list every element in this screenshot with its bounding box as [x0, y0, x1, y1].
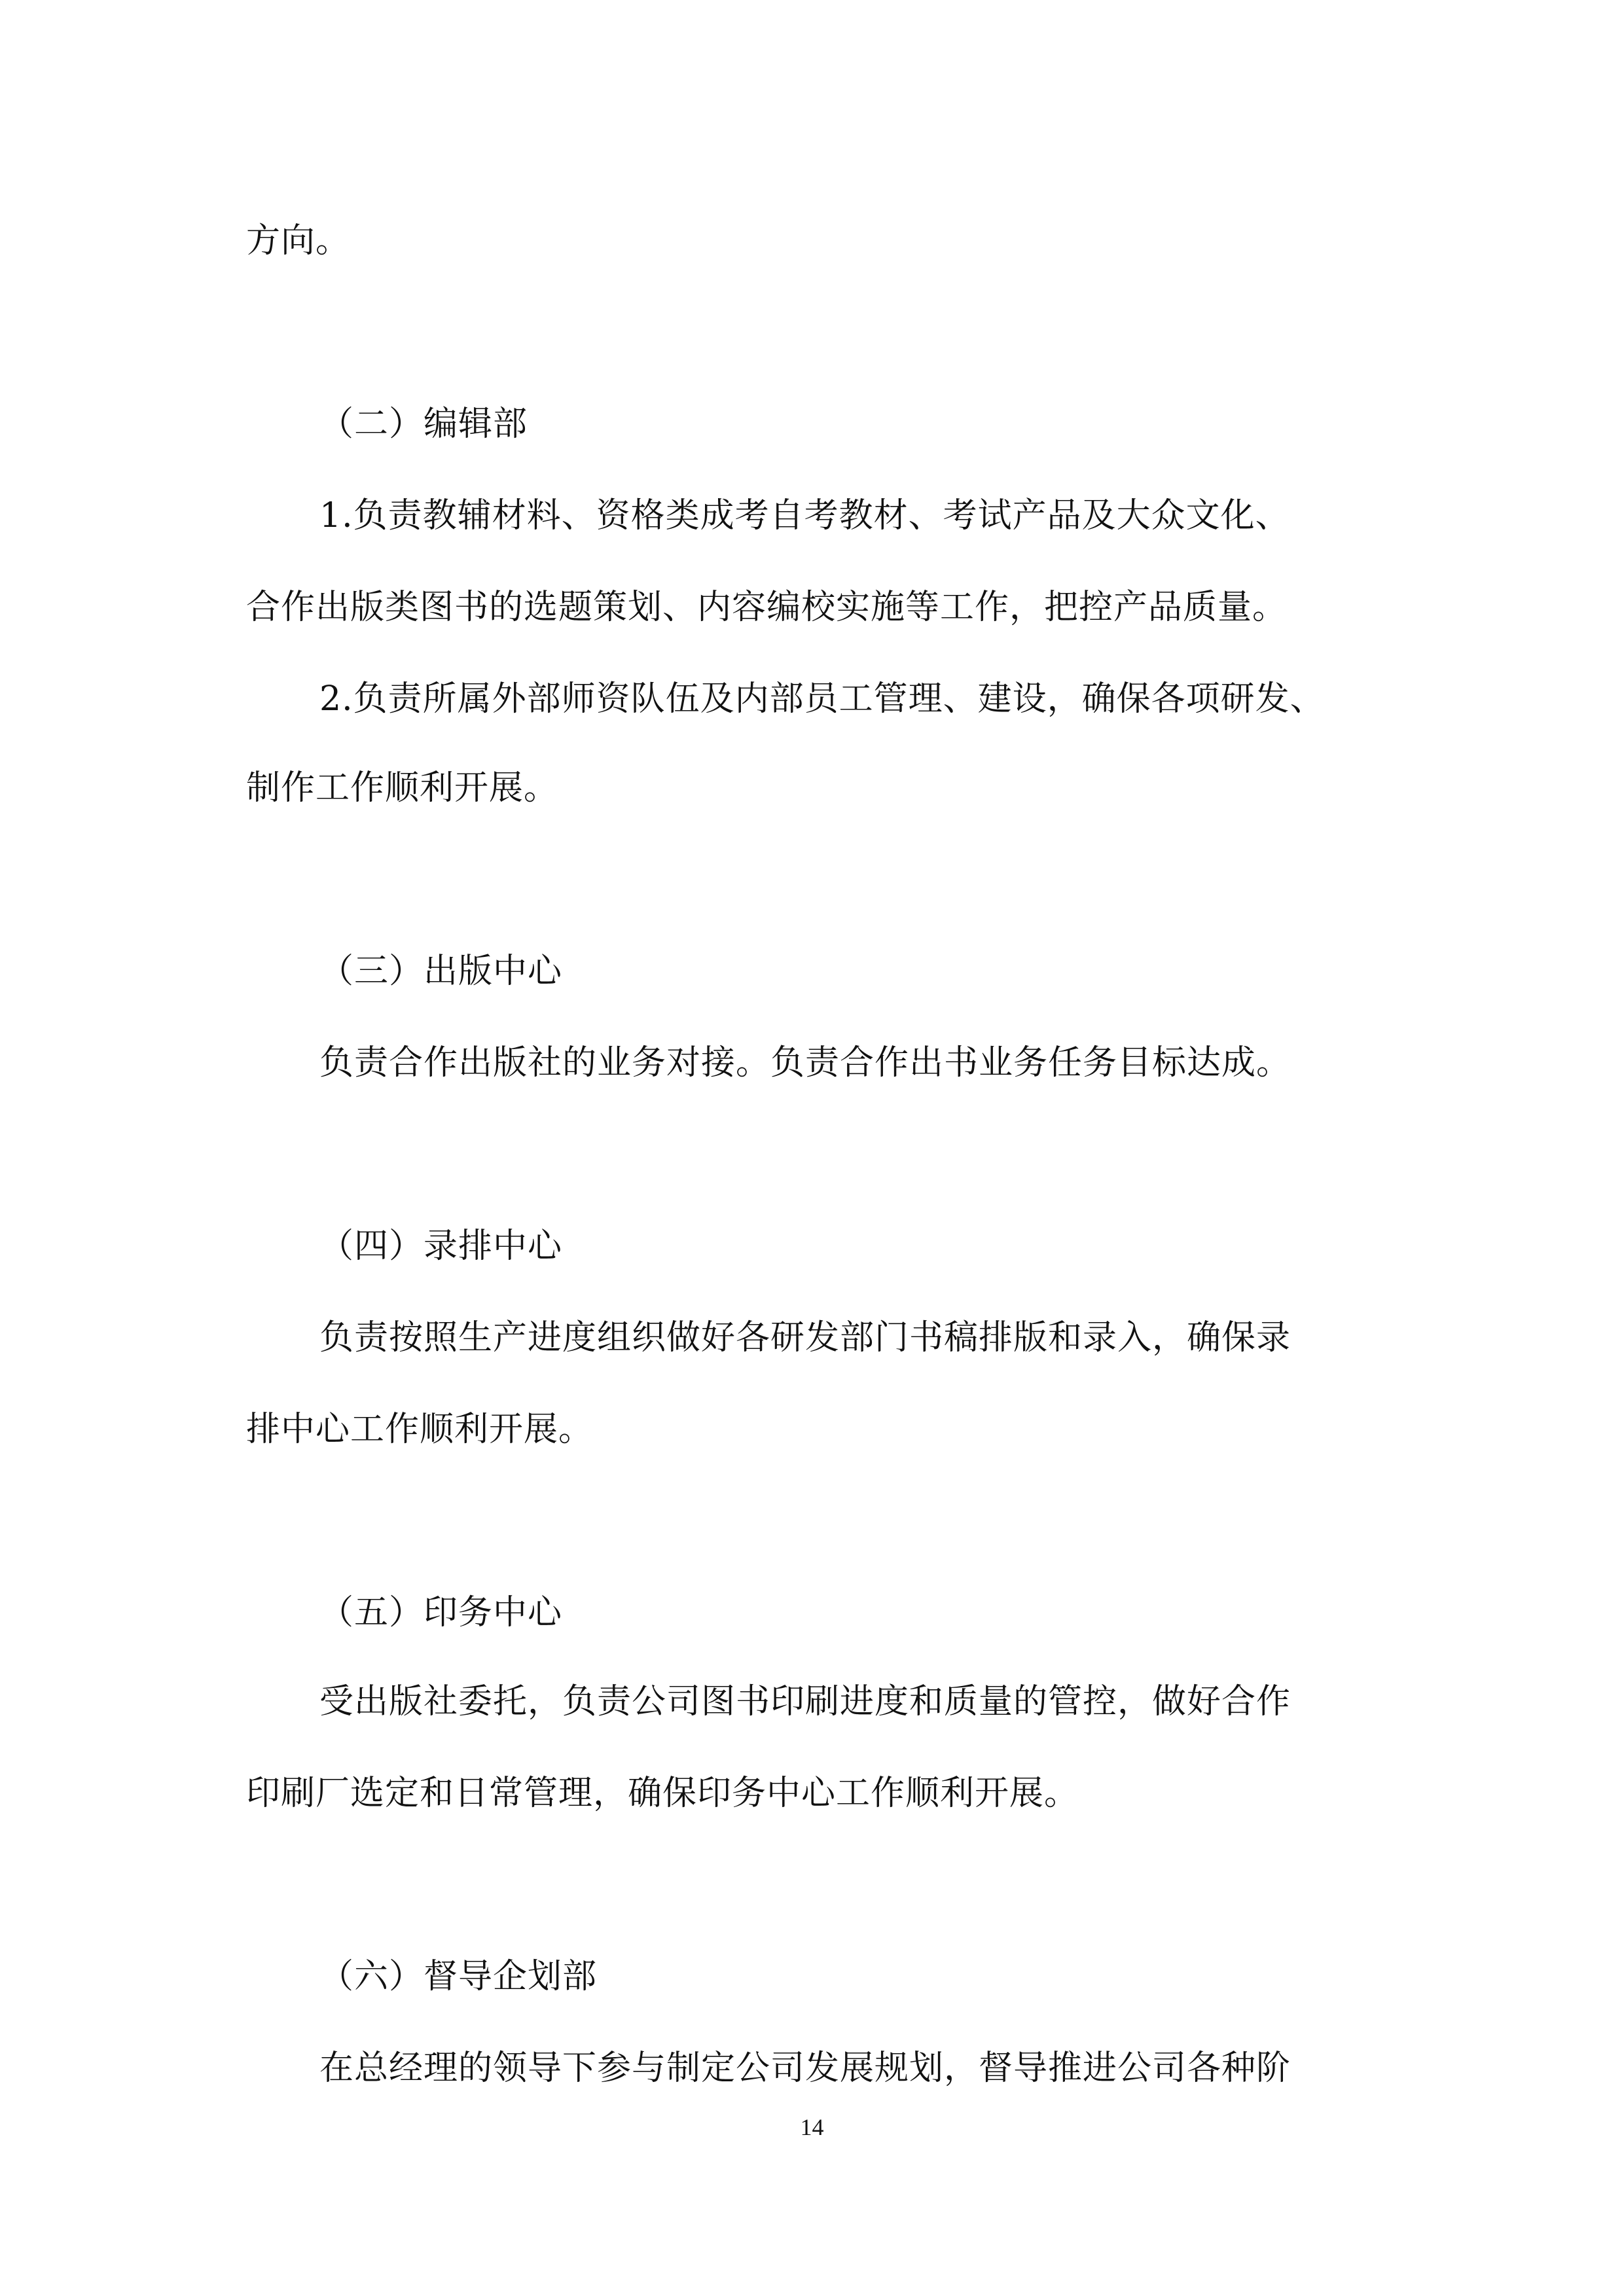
paragraph-line: 在总经理的领导下参与制定公司发展规划，督导推进公司各种阶: [319, 2049, 1291, 2088]
section-heading-typesetting: （四）录排中心: [319, 1227, 563, 1266]
paragraph-line: 受出版社委托，负责公司图书印刷进度和质量的管控，做好合作: [319, 1682, 1291, 1721]
section-heading-publishing: （三）出版中心: [319, 952, 563, 991]
page-number: 14: [800, 2114, 824, 2140]
section-heading-editorial: （二）编辑部: [319, 404, 528, 444]
paragraph-line: 1.负责教辅材料、资格类成考自考教材、考试产品及大众文化、: [319, 496, 1290, 535]
paragraph-line: 负责按照生产进度组织做好各研发部门书稿排版和录入，确保录: [319, 1318, 1291, 1357]
section-heading-supervision: （六）督导企划部: [319, 1957, 598, 1996]
continuation-text: 方向。: [246, 221, 351, 260]
paragraph-line: 2.负责所属外部师资队伍及内部员工管理、建设，确保各项研发、: [319, 679, 1325, 719]
paragraph-line: 印刷厂选定和日常管理，确保印务中心工作顺利开展。: [246, 1774, 1079, 1813]
section-heading-printing: （五）印务中心: [319, 1593, 563, 1632]
paragraph-line: 负责合作出版社的业务对接。负责合作出书业务任务目标达成。: [319, 1043, 1291, 1083]
paragraph-line: 制作工作顺利开展。: [246, 768, 559, 808]
paragraph-line: 合作出版类图书的选题策划、内容编校实施等工作，把控产品质量。: [246, 588, 1288, 627]
paragraph-line: 排中心工作顺利开展。: [246, 1410, 594, 1449]
